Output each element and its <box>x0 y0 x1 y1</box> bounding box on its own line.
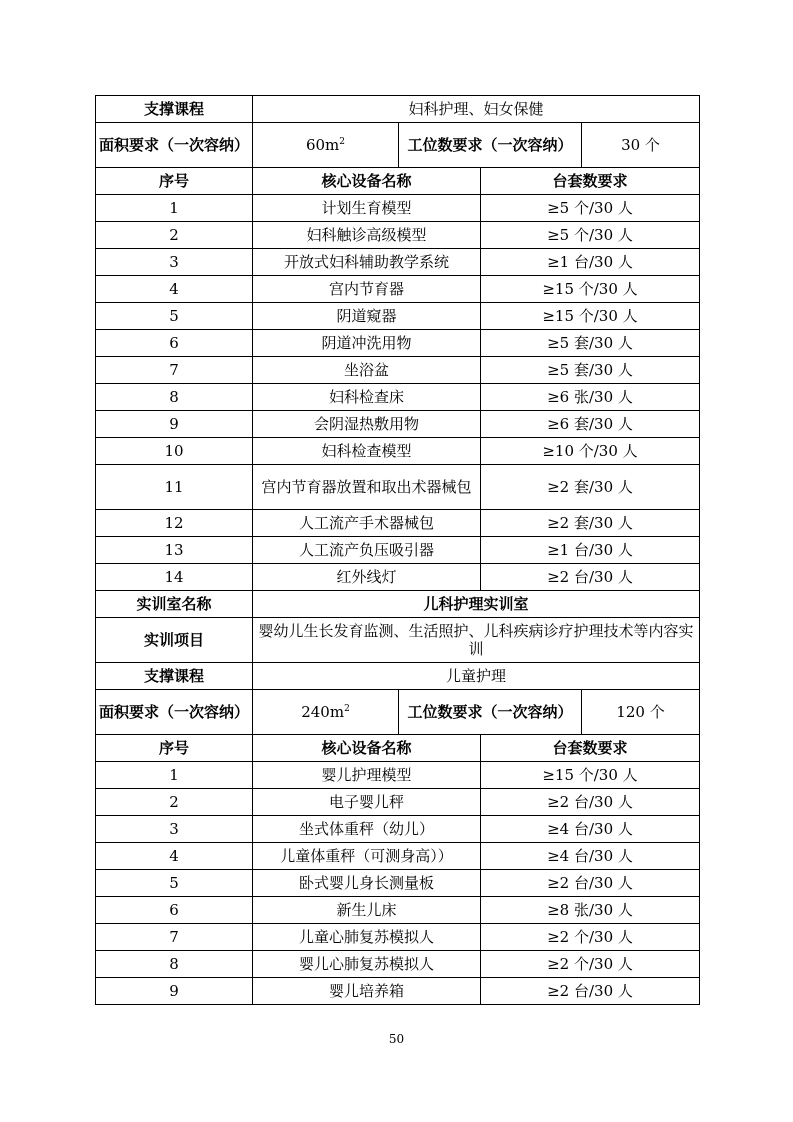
row-quantity: ≥2 个/30 人 <box>481 951 700 978</box>
table-row <box>96 222 700 249</box>
table-row <box>96 249 700 276</box>
table-row <box>96 357 700 384</box>
row-quantity: ≥2 台/30 人 <box>481 789 700 816</box>
header-name: 核心设备名称 <box>253 168 481 195</box>
row-no: 2 <box>96 222 253 249</box>
area-number: 240m <box>301 703 345 721</box>
area-value <box>253 690 399 735</box>
table-row <box>96 816 700 843</box>
equipment-table-body <box>96 96 700 1005</box>
row-equipment-name: 卧式婴儿身长测量板 <box>253 870 481 897</box>
header-name: 核心设备名称 <box>253 735 481 762</box>
row-equipment-name: 婴儿护理模型 <box>253 762 481 789</box>
course2-row <box>96 663 700 690</box>
row-equipment-name: 会阴湿热敷用物 <box>253 411 481 438</box>
area-row <box>96 123 700 168</box>
row-equipment-name: 阴道冲洗用物 <box>253 330 481 357</box>
area-label: 面积要求（一次容纳） <box>96 690 253 735</box>
course2-label: 支撑课程 <box>96 663 253 690</box>
course-value: 妇科护理、妇女保健 <box>253 96 700 123</box>
row-no: 7 <box>96 924 253 951</box>
table-row <box>96 843 700 870</box>
row-no: 13 <box>96 537 253 564</box>
table-row <box>96 951 700 978</box>
header-no: 序号 <box>96 168 253 195</box>
row-quantity: ≥15 个/30 人 <box>481 303 700 330</box>
table-row <box>96 762 700 789</box>
row-no: 2 <box>96 789 253 816</box>
room-label: 实训室名称 <box>96 591 253 618</box>
row-no: 4 <box>96 276 253 303</box>
row-equipment-name: 宫内节育器放置和取出术器械包 <box>253 465 481 510</box>
table-row <box>96 384 700 411</box>
row-quantity: ≥5 套/30 人 <box>481 357 700 384</box>
row-no: 9 <box>96 978 253 1005</box>
row-no: 3 <box>96 249 253 276</box>
row-no: 6 <box>96 330 253 357</box>
course-row <box>96 96 700 123</box>
project-value: 婴幼儿生长发育监测、生活照护、儿科疾病诊疗护理技术等内容实训 <box>253 618 700 663</box>
project-label: 实训项目 <box>96 618 253 663</box>
table-row <box>96 303 700 330</box>
row-equipment-name: 开放式妇科辅助教学系统 <box>253 249 481 276</box>
row-equipment-name: 坐浴盆 <box>253 357 481 384</box>
row-equipment-name: 人工流产手术器械包 <box>253 510 481 537</box>
row-equipment-name: 妇科检查模型 <box>253 438 481 465</box>
row-no: 7 <box>96 357 253 384</box>
table-header-row <box>96 735 700 762</box>
row-equipment-name: 红外线灯 <box>253 564 481 591</box>
area-exponent: 2 <box>344 704 350 714</box>
table-row <box>96 564 700 591</box>
row-quantity: ≥2 台/30 人 <box>481 870 700 897</box>
row-equipment-name: 婴儿培养箱 <box>253 978 481 1005</box>
table-row <box>96 537 700 564</box>
row-quantity: ≥5 套/30 人 <box>481 330 700 357</box>
table-row <box>96 924 700 951</box>
table-row <box>96 411 700 438</box>
header-qty: 台套数要求 <box>481 735 700 762</box>
row-no: 10 <box>96 438 253 465</box>
row-equipment-name: 电子婴儿秤 <box>253 789 481 816</box>
row-no: 1 <box>96 195 253 222</box>
row-quantity: ≥2 套/30 人 <box>481 465 700 510</box>
row-no: 14 <box>96 564 253 591</box>
row-quantity: ≥2 台/30 人 <box>481 564 700 591</box>
row-quantity: ≥4 台/30 人 <box>481 843 700 870</box>
header-no: 序号 <box>96 735 253 762</box>
row-quantity: ≥10 个/30 人 <box>481 438 700 465</box>
table-row <box>96 789 700 816</box>
row-quantity: ≥1 台/30 人 <box>481 537 700 564</box>
row-no: 3 <box>96 816 253 843</box>
area-exponent: 2 <box>339 137 346 147</box>
row-equipment-name: 儿童体重秤（可测身高）） <box>253 843 481 870</box>
row-no: 5 <box>96 303 253 330</box>
table-row <box>96 330 700 357</box>
area-value <box>253 123 399 168</box>
row-quantity: ≥5 个/30 人 <box>481 222 700 249</box>
course-label: 支撑课程 <box>96 96 253 123</box>
row-equipment-name: 新生儿床 <box>253 897 481 924</box>
row-equipment-name: 坐式体重秤（幼儿） <box>253 816 481 843</box>
row-no: 8 <box>96 951 253 978</box>
table-row <box>96 195 700 222</box>
row-quantity: ≥2 个/30 人 <box>481 924 700 951</box>
area-label: 面积要求（一次容纳） <box>96 123 253 168</box>
stations-label: 工位数要求（一次容纳） <box>399 123 582 168</box>
table-row <box>96 465 700 510</box>
row-quantity: ≥2 套/30 人 <box>481 510 700 537</box>
row-equipment-name: 婴儿心肺复苏模拟人 <box>253 951 481 978</box>
row-no: 4 <box>96 843 253 870</box>
row-quantity: ≥1 台/30 人 <box>481 249 700 276</box>
table-row <box>96 897 700 924</box>
row-equipment-name: 计划生育模型 <box>253 195 481 222</box>
row-equipment-name: 妇科检查床 <box>253 384 481 411</box>
room-value: 儿科护理实训室 <box>253 591 700 618</box>
row-no: 6 <box>96 897 253 924</box>
row-quantity: ≥2 台/30 人 <box>481 978 700 1005</box>
row-quantity: ≥6 套/30 人 <box>481 411 700 438</box>
row-quantity: ≥8 张/30 人 <box>481 897 700 924</box>
table-header-row <box>96 168 700 195</box>
table-row <box>96 870 700 897</box>
row-equipment-name: 人工流产负压吸引器 <box>253 537 481 564</box>
row-no: 9 <box>96 411 253 438</box>
table-row <box>96 978 700 1005</box>
row-no: 8 <box>96 384 253 411</box>
row-equipment-name: 儿童心肺复苏模拟人 <box>253 924 481 951</box>
project-row <box>96 618 700 663</box>
area-row <box>96 690 700 735</box>
row-no: 11 <box>96 465 253 510</box>
row-no: 1 <box>96 762 253 789</box>
row-equipment-name: 宫内节育器 <box>253 276 481 303</box>
row-quantity: ≥4 台/30 人 <box>481 816 700 843</box>
row-quantity: ≥15 个/30 人 <box>481 762 700 789</box>
row-quantity: ≥6 张/30 人 <box>481 384 700 411</box>
room-row <box>96 591 700 618</box>
stations-label: 工位数要求（一次容纳） <box>399 690 582 735</box>
table-row <box>96 276 700 303</box>
stations-value: 30 个 <box>582 123 700 168</box>
row-no: 5 <box>96 870 253 897</box>
page-number: 50 <box>388 1032 405 1046</box>
row-quantity: ≥15 个/30 人 <box>481 276 700 303</box>
row-equipment-name: 妇科触诊高级模型 <box>253 222 481 249</box>
row-equipment-name: 阴道窥器 <box>253 303 481 330</box>
header-qty: 台套数要求 <box>481 168 700 195</box>
row-quantity: ≥5 个/30 人 <box>481 195 700 222</box>
area-number: 60m <box>305 136 340 154</box>
table-row <box>96 438 700 465</box>
course2-value: 儿童护理 <box>253 663 700 690</box>
equipment-table <box>95 95 700 1005</box>
table-row <box>96 510 700 537</box>
stations-value: 120 个 <box>582 690 700 735</box>
row-no: 12 <box>96 510 253 537</box>
